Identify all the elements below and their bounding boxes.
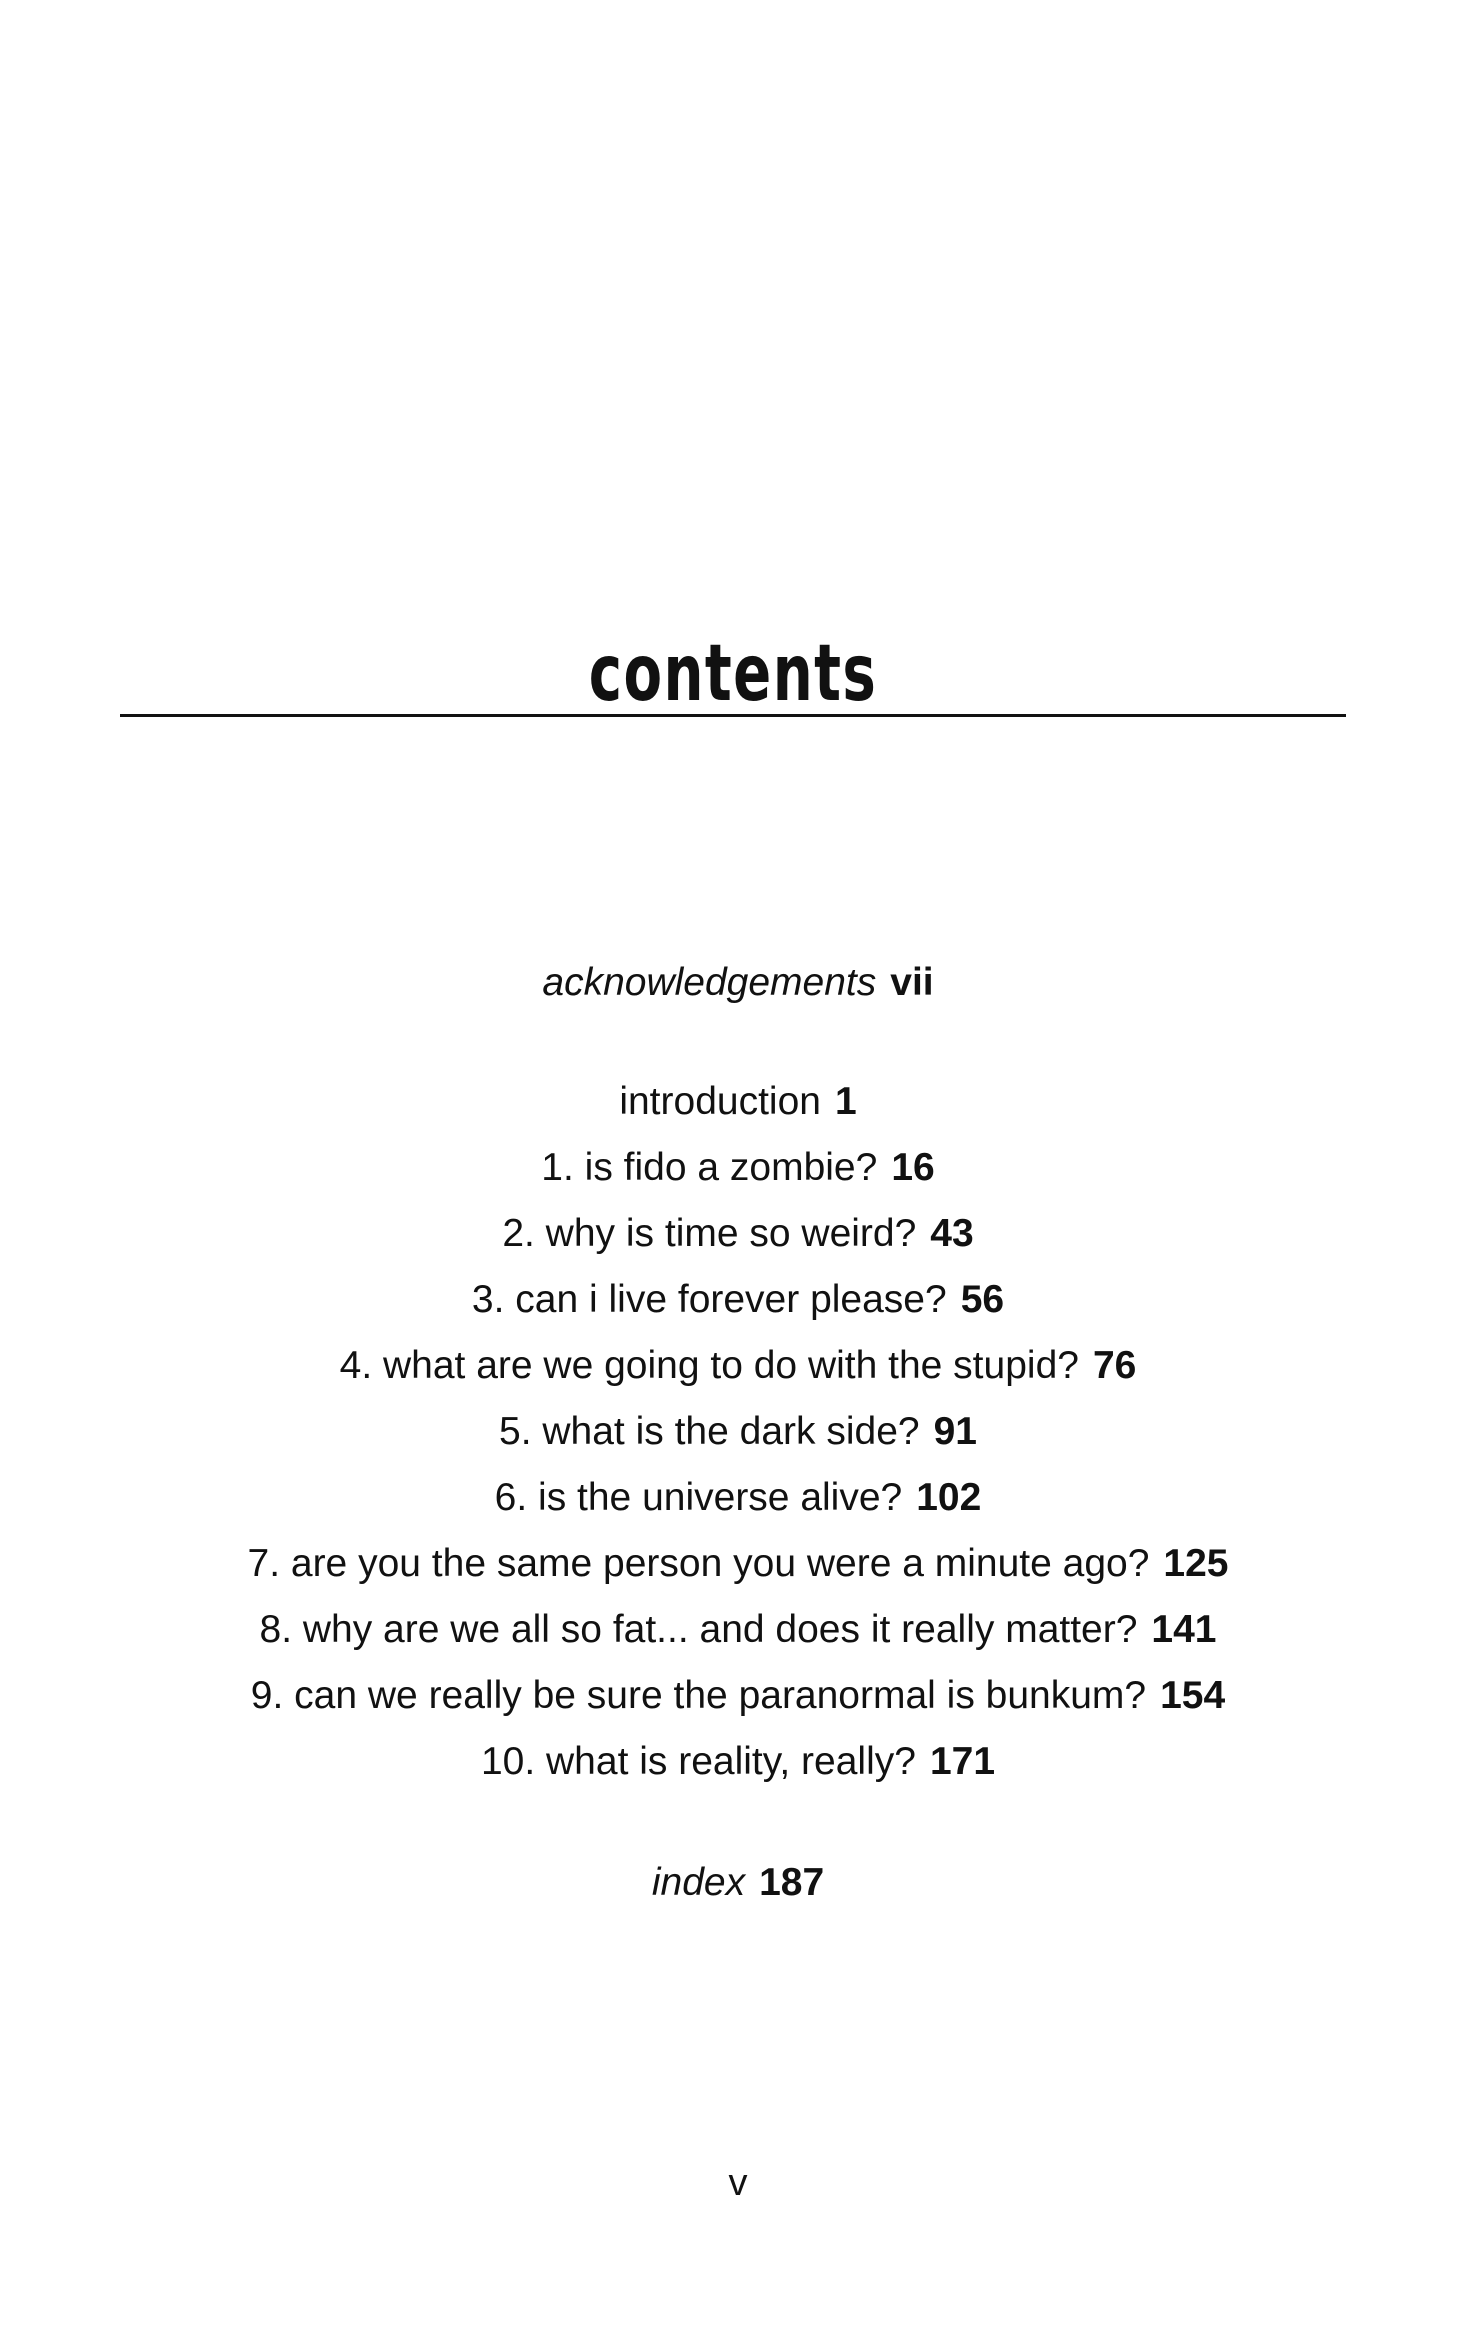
toc-entry-page: 91 (933, 1410, 977, 1453)
chapter-list (0, 1069, 1476, 1795)
toc-entry-chapter-2 (0, 1201, 1476, 1267)
toc-entry-label: 10. what is reality, really? (480, 1740, 916, 1783)
toc-entry-chapter-6 (0, 1465, 1476, 1531)
toc-entry-page: 171 (929, 1740, 996, 1783)
toc-entry-label: 2. why is time so weird? (502, 1212, 917, 1255)
contents-heading (120, 620, 1346, 720)
toc-entry-label: 6. is the universe alive? (494, 1476, 903, 1519)
toc-entry-page: 43 (930, 1212, 974, 1255)
toc-entry-label: 3. can i live forever please? (471, 1278, 947, 1321)
toc-entry-chapter-9 (0, 1663, 1476, 1729)
toc-entry-page: 76 (1092, 1344, 1137, 1387)
toc-entry-label: acknowledgements (542, 961, 877, 1004)
toc-entry-page: 102 (916, 1476, 982, 1519)
toc-entry-label: introduction (619, 1080, 821, 1123)
toc-entry-page: 154 (1160, 1674, 1226, 1717)
toc-entry-label: 4. what are we going to do with the stupid? (339, 1344, 1079, 1387)
toc-entry-chapter-3 (0, 1267, 1476, 1333)
toc-entry-label: 1. is fido a zombie? (541, 1146, 878, 1189)
toc-entry-chapter-1 (0, 1135, 1476, 1201)
toc-entry-label: index (651, 1861, 746, 1904)
toc-entry-acknowledgements (0, 950, 1476, 1016)
front-matter-list (0, 950, 1476, 1016)
toc-entry-chapter-10 (0, 1729, 1476, 1795)
toc-entry-page: 1 (834, 1080, 857, 1123)
page-title: contents (588, 629, 878, 719)
toc-entry-introduction (0, 1069, 1476, 1135)
toc-entry-chapter-8 (0, 1597, 1476, 1663)
toc-entry-page: 187 (759, 1861, 825, 1904)
toc-entry-label: 7. are you the same person you were a minute ago? (247, 1542, 1150, 1585)
toc-entry-label: 9. can we really be sure the paranormal is bunkum? (250, 1674, 1147, 1717)
toc-entry-page: 125 (1163, 1542, 1229, 1585)
toc-entry-label: 8. why are we all so fat... and does it really matter? (259, 1608, 1138, 1651)
toc-entry-chapter-5 (0, 1399, 1476, 1465)
toc-entry-chapter-7 (0, 1531, 1476, 1597)
back-matter-list (0, 1850, 1476, 1916)
toc-entry-page: 16 (891, 1146, 935, 1189)
page-number: v (728, 2162, 748, 2204)
toc-entry-index (0, 1850, 1476, 1916)
toc-entry-page: 56 (960, 1278, 1005, 1321)
toc-entry-label: 5. what is the dark side? (499, 1410, 920, 1453)
toc-entry-page: vii (890, 961, 934, 1004)
toc-entry-chapter-4 (0, 1333, 1476, 1399)
toc-entry-page: 141 (1151, 1608, 1217, 1651)
